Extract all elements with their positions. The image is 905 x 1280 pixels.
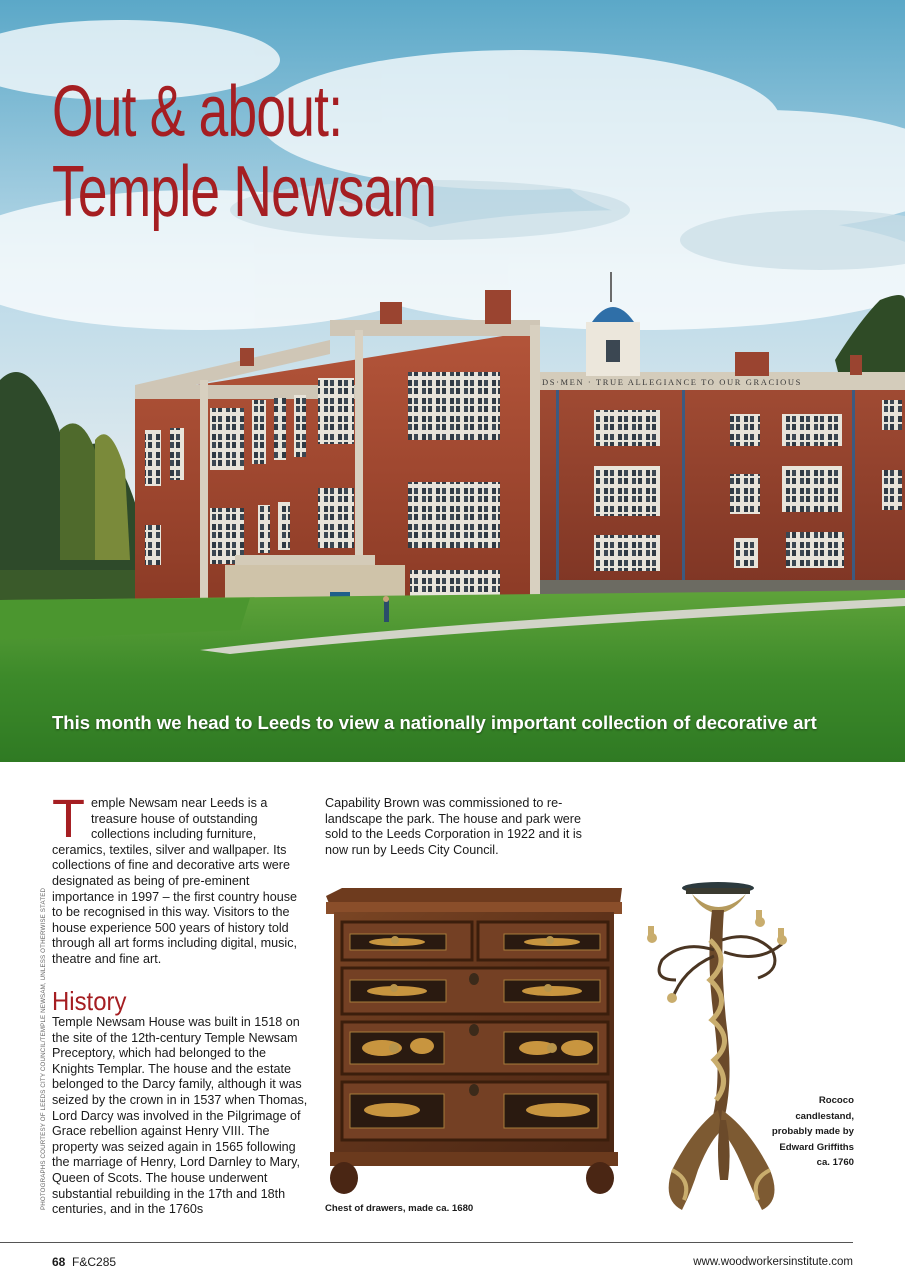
chest-of-drawers-photo [322,882,624,1196]
page-number: 68 [52,1255,66,1269]
page-title [52,72,436,232]
issue-number: F&C285 [72,1255,117,1269]
website-link[interactable]: www.woodworkersinstitute.com [693,1256,853,1268]
intro-text: emple Newsam near Leeds is a treasure house of outstanding collections including furniture, ceramics, textiles, silver and wallpaper. Its collections of fine and decorative arts were designated as being of pre-eminent importance in 1997 – the first country house to be recognised in this way. Visitors to the house experience 500 years of history told through all art forms including digital, music, theatre and fine art. [52,796,298,966]
history-heading: History [52,986,127,1016]
history-text-continued: Capability Brown was commissioned to re-landscape the park. The house and park were sold to the Leeds Corporation in 1922 and it is now run by Leeds City Council. [325,796,582,857]
folio [52,1255,116,1269]
standfirst: This month we head to Leeds to view a nationally important collection of decorative art [52,712,817,733]
title-line-1: Out & about: [52,72,343,152]
caption-chest: Chest of drawers, made ca. 1680 [325,1203,474,1214]
photo-credit: PHOTOGRAPHS COURTESY OF LEEDS CITY COUNCIL/TEMPLE NEWSAM, UNLESS OTHERWISE STATED [40,887,47,1210]
intro-paragraph [52,789,308,968]
history-text: Temple Newsam House was built in 1518 on the site of the 12th-century Temple Newsam Preceptory, which had belonged to the Knights Templar. The house and the estate belonged to the Darcy family, although it was seized by the crown in in 1537 when Thomas, Lord Darcy was involved in the Pilgrimage of Grace rebellion against Henry VIII. The property was seized again in 1565 following the marriage of Henry, Lord Darnley to Mary, Queen of Scots. The house underwent substantial rebuilding in the 17th and 18th centuries, and in the 1760s [52,1015,308,1217]
footer-rule [0,1242,853,1243]
caption-candlestand: Rococo candlestand, probably made by Edward Griffiths ca. 1760 [771,1095,854,1168]
title-line-2: Temple Newsam [52,152,437,232]
building-inscription: DS·MEN · TRUE ALLEGIANCE TO OUR GRACIOUS [542,377,802,387]
rococo-candlestand-photo [632,880,792,1216]
drop-cap: T [52,789,85,849]
